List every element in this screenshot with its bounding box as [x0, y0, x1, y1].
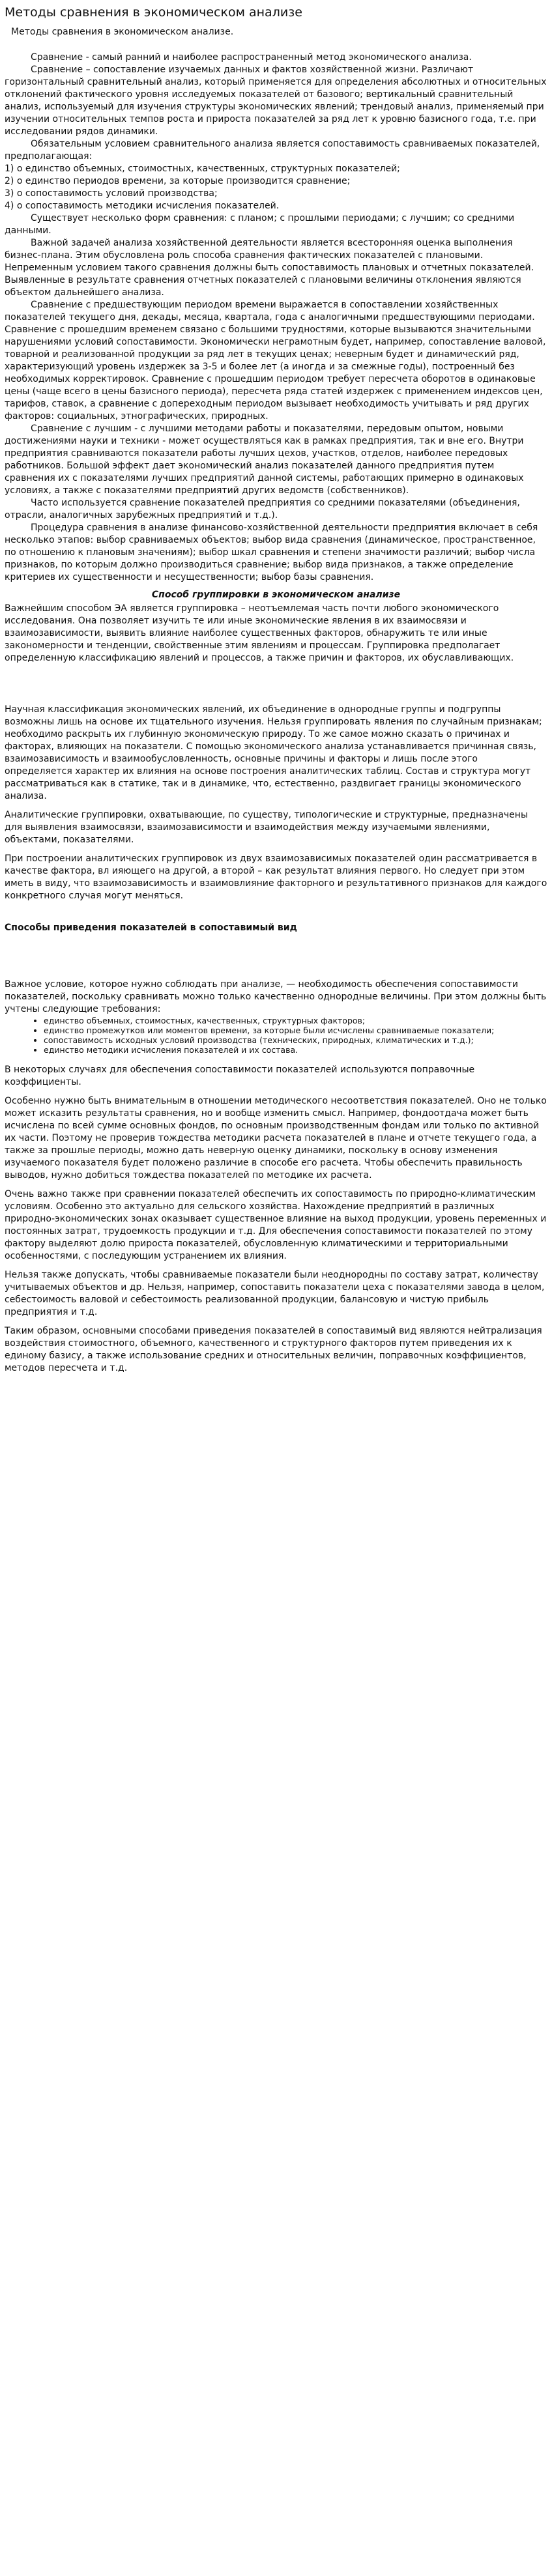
intro-paragraph: Обязательным условием сравнительного анализа является сопоставимость сравниваемых показателей, предполагающая:	[5, 139, 540, 162]
comparability-paragraph: Нельзя также допускать, чтобы сравниваемые показатели были неоднородны по составу затрат, количеству учитываемых объектов и др. Нельзя, например, сопоставить показатели цеха с показателями завода в целом, себестоимость валовой и себестоимость реализованной продукции, балансовую и чистую прибыль предприятия и т.д.	[5, 1270, 545, 1317]
intro-paragraph: Важной задачей анализа хозяйственной деятельности является всесторонняя оценка выполнения бизнес-плана. Этим обусловлена роль способа сравнения фактических показателей с плановыми. Непременным условием такого сравнения должны быть сопоставимость плановых и отчетных показателей. Выявленные в результате сравнения отчетных показателей с плановыми величины отклонения являются объектом дальнейшего анализа.	[5, 238, 534, 298]
comparability-section	[5, 979, 547, 1375]
section-heading-grouping: Способ группировки в экономическом анализе	[151, 590, 401, 600]
condition-item: 4) о сопоставимость методики исчисления показателей.	[5, 201, 280, 211]
requirement-item: • единство методики исчисления показателей и их состава.	[44, 1045, 547, 1055]
grouping-paragraph: При построении аналитических группировок из двух взаимозависимых показателей один рассматривается в качестве фактора, вл ияющего на другой, а второй – как результат влияния первого. Но следует при этом иметь в виду, что взаимозависимость и взаимовлияние факторного и результативного признаков для каждого конкретного случая могут меняться.	[5, 853, 547, 901]
comparability-lead: Важное условие, которое нужно соблюдать при анализе, — необходимость обеспечения сопоставимости показателей, поскольку сравнивать можно только качественно однородные величины. При этом должны быть учтены следующие требования:	[5, 979, 547, 1014]
requirement-item: • единство промежутков или моментов времени, за которые были исчислены сравниваемые показатели;	[44, 1025, 547, 1035]
intro-paragraph: Процедура сравнения в анализе финансово-хозяйственной деятельности предприятия включает в себя несколько этапов: выбор сравниваемых объектов; выбор вида сравнения (динамическое, пространственное, по отношению к плановым значениям); выбор шкал сравнения и степени значимости различий; выбор числа признаков, по которым должно производиться сравнение; выбор вида признаков, а также определение критериев их существенности и несущественности; выбор базы сравнения.	[5, 522, 538, 582]
page-title: Методы сравнения в экономическом анализе	[5, 5, 302, 20]
requirement-item: • единство объемных, стоимостных, качественных, структурных факторов;	[44, 1016, 547, 1025]
intro-paragraph: Сравнение - самый ранний и наиболее распространенный метод экономического анализа.	[31, 52, 472, 63]
intro-paragraph: Часто используется сравнение показателей предприятия со средними показателями (объединения, отрасли, аналогичных зарубежных предприятий и т.д.).	[5, 498, 520, 521]
grouping-paragraph: Научная классификация экономических явлений, их объединение в однородные группы и подгруппы возможны лишь на основе их тщательного изучения. Нельзя группировать явления по случайным признакам; необходимо раскрыть их глубинную экономическую природу. То же самое можно сказать о причинах и факторах, влияющих на показатели. С помощью экономического анализа устанавливается причинная связь, взаимозависимость и взаимообусловленность, основные причины и факторы и лишь после этого определяется характер их влияния на основе построения аналитических таблиц. Состав и структура могут рассматриваться как в статике, так и в динамике, что, естественно, раздвигает границы экономического анализа.	[5, 704, 542, 801]
condition-item: 3) о сопоставимость условий производства;	[5, 188, 218, 199]
comparability-paragraph: Таким образом, основными способами приведения показателей в сопоставимый вид являются нейтрализация воздействия стоимостного, объемного, качественного и структурного факторов путем приведения их к единому базису, а также использование средних и относительных величин, поправочных коэффициентов, методов пересчета и т.д.	[5, 1326, 542, 1373]
intro-paragraph: Сравнение – сопоставление изучаемых данных и фактов хозяйственной жизни. Различают горизонтальный сравнительный анализ, который применяется для определения абсолютных и относительных отклонений фактического уровня исследуемых показателей от базового; вертикальный сравнительный анализ, используемый для изучения структуры экономических явлений; трендовый анализ, применяемый при изучении относительных темпов роста и прироста показателей за ряд лет к уровню базисного года, т.е. при исследовании рядов динамики.	[5, 64, 547, 137]
condition-item: 1) о единство объемных, стоимостных, качественных, структурных показателей;	[5, 164, 400, 174]
condition-item: 2) о единство периодов времени, за которые производится сравнение;	[5, 176, 351, 186]
requirements-list	[5, 1016, 547, 1055]
grouping-section	[5, 603, 547, 902]
subtitle: Методы сравнения в экономическом анализе.	[11, 27, 234, 37]
section-heading-comparability: Способы приведения показателей в сопоставимый вид	[5, 923, 297, 933]
intro-paragraph: Сравнение с предшествующим периодом времени выражается в сопоставлении хозяйственных показателей текущего дня, декады, месяца, квартала, года с аналогичными предшествующими периодами. Сравнение с прошедшим временем связано с большими трудностями, которые вызываются значительными нарушениями условий сопоставимости. Экономически неграмотным будет, например, сопоставление валовой, товарной и реализованной продукции за ряд лет в текущих ценах; неверным будет и динамический ряд, характеризующий уровень издержек за 3-5 и более лет (а иногда и за смежные годы), построенный без необходимых корректировок. Сравнение с прошедшим периодом требует пересчета оборотов в одинаковые цены (чаще всего в цены базисного периода), пересчета ряда статей издержек с применением индексов цен, тарифов, ставок, а сравнение с допереходным периодом вызывает необходимость учитывать и ряд других факторов: социальных, этнографических, природных.	[5, 300, 546, 422]
comparability-paragraph: Особенно нужно быть внимательным в отношении методического несоответствия показателей. Оно не только может исказить результаты сравнения, но и вообще изменить смысл. Например, фондоотдача может быть исчислена по всей сумме основных фондов, по основным производственным фондам или только по активной их части. Поэтому не проверив тождества методики расчета показателей в плане и отчете текущего года, а также за прошлые периоды, можно дать неверную оценку динамики, поскольку в основу изменения изучаемого показателя будет положено различие в способе его расчета. Чтобы обеспечить правильность выводов, нужно добиться тождества показателей по методике их расчета.	[5, 1096, 547, 1181]
intro-paragraph: Сравнение с лучшим - с лучшими методами работы и показателями, передовым опытом, новыми достижениями науки и техники - может осуществляться как в рамках предприятия, так и вне его. Внутри предприятия сравниваются показатели работы лучших цехов, участков, отделов, наиболее передовых работников. Большой эффект дает экономический анализ показателей данного предприятия путем сравнения их с показателями лучших предприятий данной системы, работающих примерно в одинаковых условиях, а также с показателями предприятий других ведомств (собственников).	[5, 423, 524, 496]
grouping-paragraph: Аналитические группировки, охватывающие, по существу, типологические и структурные, предназначены для выявления взаимосвязи, взаимозависимости и взаимодействия между изучаемыми явлениями, объектами, показателями.	[5, 810, 528, 845]
grouping-paragraph: Важнейшим способом ЭА является группировка – неотъемлемая часть почти любого экономического исследования. Она позволяет изучить те или иные экономические явления в их взаимосвязи и взаимозависимости, выявить влияние наиболее существенных факторов, обнаружить те или иные закономерности и тенденции, свойственные этим явлениям и процессам. Группировка предполагает определенную классификацию явлений и процессов, а также причин и факторов, их обуславливающих.	[5, 603, 514, 663]
comparability-paragraph: В некоторых случаях для обеспечения сопоставимости показателей используются поправочные коэффициенты.	[5, 1065, 475, 1087]
requirement-item: • сопоставимость исходных условий производства (технических, природных, климатических и т.д.);	[44, 1035, 547, 1045]
comparability-paragraph: Очень важно также при сравнении показателей обеспечить их сопоставимость по природно-климатическим условиям. Особенно это актуально для сельского хозяйства. Нахождение предприятий в различных природно-экономических зонах оказывает существенное влияние на выход продукции, уровень переменных и постоянных затрат, трудоемкость продукции и т.д. Для обеспечения сопоставимости показателей по этому фактору выделяют долю прироста показателей, обусловленную климатическими и территориальными особенностями, с последующим устранением их влияния.	[5, 1189, 547, 1261]
intro-section	[5, 51, 547, 584]
intro-paragraph: Существует несколько форм сравнения: с планом; с прошлыми периодами; с лучшим; со средними данными.	[5, 213, 515, 236]
